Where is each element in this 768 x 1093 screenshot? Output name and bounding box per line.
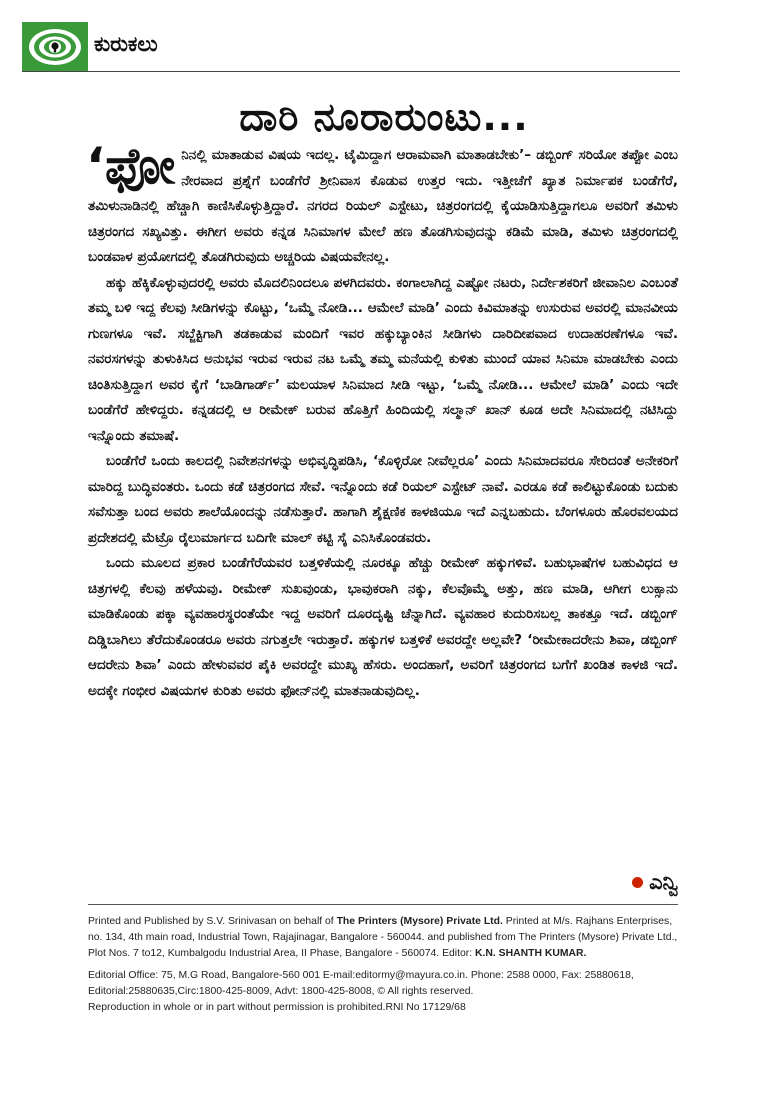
reproduction-notice: Reproduction in whole or in part without permission is prohibited.RNI No 17129/68: [88, 1001, 466, 1013]
lead-text: ನಿನಲ್ಲಿ ಮಾತಾಡುವ ವಿಷಯ ಇದಲ್ಲ. ಟೈಮಿದ್ದಾಗ ಆರಾಮವಾಗಿ ಮಾತಾಡಬೇಕು’– ಡಬ್ಬಿಂಗ್ ಸರಿಯೋ ತಪ್ಪೋ ಎಂಬ ನೇರವಾದ ಪ್ರಶ್ನೆಗೆ ಬಂಡೆಗೆರೆ ಶ್ರೀನಿವಾಸ ಕೊಡುವ ಉತ್ತರ ಇದು. ಇತ್ತೀಚೆಗೆ ಖ್ಯಾತ ನಿರ್ಮಾಪಕ ಬಂಡೆಗೆರೆ, ತಮಿಳುನಾಡಿನಲ್ಲಿ ಹೆಚ್ಚಾಗಿ ಕಾಣಿಸಿಕೊಳ್ಳುತ್ತಿದ್ದಾರೆ. ನಗರದ ರಿಯಲ್ ಎಸ್ಟೇಟು, ಚಿತ್ರರಂಗದಲ್ಲಿ ಕೈಯಾಡಿಸುತ್ತಿದ್ದಾಗಲೂ ಅವರಿಗೆ ತಮಿಳು ಚಿತ್ರರಂಗದ ಸಖ್ಯವಿತ್ತು. ಈಗೀಗ ಅವರು ಕನ್ನಡ ಸಿನಿಮಾಗಳ ಮೇಲೆ ಹಣ ತೊಡಗಿಸುವುದನ್ನು ಕಡಿಮೆ ಮಾಡಿ, ತಮಿಳು ಚಿತ್ರರಂಗದಲ್ಲಿ ಬಂಡವಾಳ ಪ್ರಯೋಗದಲ್ಲಿ ತೊಡಗಿರುವುದು ಅಚ್ಚರಿಯ ವಿಷಯವೇನಲ್ಲ.: [88, 147, 678, 265]
footer-divider: [88, 904, 678, 905]
paragraph: ಬಂಡೆಗೆರೆ ಒಂದು ಕಾಲದಲ್ಲಿ ನಿವೇಶನಗಳನ್ನು ಅಭಿವೃದ್ಧಿಪಡಿಸಿ, ‘ಕೊಳ್ಳಿರೋ ನೀವೆಲ್ಲರೂ’ ಎಂದು ಸಿನಿಮಾದವರೂ ಸೇರಿದಂತೆ ಅನೇಕರಿಗೆ ಮಾರಿದ್ದ ಬುದ್ಧಿವಂತರು. ಒಂದು ಕಡೆ ಚಿತ್ರರಂಗದ ಸೇವೆ. ಇನ್ನೊಂದು ಕಡೆ ರಿಯಲ್ ಎಸ್ಟೇಟ್ ನಾವೆ. ಎರಡೂ ಕಡೆ ಕಾಲಿಟ್ಟುಕೊಂಡು ಬದುಕು ಸವೆಸುತ್ತಾ ಬಂದ ಅವರು ಶಾಲೆಯೊಂದನ್ನು ನಡೆಸುತ್ತಾರೆ. ಹಾಗಾಗಿ ಶೈಕ್ಷಣಿಕ ಕಾಳಜಿಯೂ ಇದೆ ಎನ್ನಬಹುದು. ಬೆಂಗಳೂರು ಹೊರವಲಯದ ಪ್ರದೇಶದಲ್ಲಿ ಮೆಟ್ರೊ ರೈಲುಮಾರ್ಗದ ಬದಿಗೇ ಮಾಲ್ ಕಟ್ಟಿ ಸೈ ಎನಿಸಿಕೊಂಡವರು.: [88, 453, 678, 546]
magazine-header: [22, 22, 680, 72]
drop-cap: ‘ಫೋ: [86, 137, 176, 195]
paragraph: ಒಂದು ಮೂಲದ ಪ್ರಕಾರ ಬಂಡೆಗೆರೆಯವರ ಬತ್ತಳಿಕೆಯಲ್ಲಿ ನೂರಕ್ಕೂ ಹೆಚ್ಚು ರೀಮೇಕ್ ಹಕ್ಕುಗಳಿವೆ. ಬಹುಭಾಷೆಗಳ ಬಹುವಿಧದ ಆ ಚಿತ್ರಗಳಲ್ಲಿ ಕೆಲವು ಹಳೆಯವು. ರೀಮೇಕ್ ಸುಖವುಂಡು, ಭಾವುಕರಾಗಿ ನಕ್ಕು, ಕೆಲವೊಮ್ಮೆ ಅತ್ತು, ಹಣ ಮಾಡಿ, ಆಗೀಗ ಲುಕ್ಸಾನು ಮಾಡಿಕೊಂಡು ಪಕ್ಕಾ ವ್ಯವಹಾರಸ್ಥರಂತೆಯೇ ಇದ್ದ ಅವರಿಗೆ ದೂರದೃಷ್ಟಿ ಚೆನ್ನಾಗಿದೆ. ವ್ಯವಹಾರ ಕುದುರಿಸಬಲ್ಲ ತಾಕತ್ತೂ ಇದೆ. ಡಬ್ಬಿಂಗ್ ದಿಡ್ಡಿಬಾಗಿಲು ತೆರೆದುಕೊಂಡರೂ ಅವರು ನಗುತ್ತಲೇ ಇರುತ್ತಾರೆ. ಹಕ್ಕುಗಳ ಬತ್ತಳಿಕೆ ಅವರದ್ದೇ ಅಲ್ಲವೇ? ‘ರೀಮೇಕಾದರೇನು ಶಿವಾ, ಡಬ್ಬಿಂಗ್ ಆದರೇನು ಶಿವಾ’ ಎಂದು ಹೇಳುವವರ ಪೈಕಿ ಅವರದ್ದೇ ಮುಖ್ಯ ಹೆಸರು. ಅಂದಹಾಗೆ, ಅವರಿಗೆ ಚಿತ್ರರಂಗದ ಬಗೆಗೆ ಖಂಡಿತ ಕಾಳಜಿ ಇದೆ. ಅದಕ್ಕೇ ಗಂಭೀರ ವಿಷಯಗಳ ಕುರಿತು ಅವರು ಫೋನ್‌ನಲ್ಲಿ ಮಾತನಾಡುವುದಿಲ್ಲ.: [88, 555, 678, 699]
imprint-text: Printed and Published by S.V. Srinivasan on behalf of: [88, 916, 337, 927]
lead-paragraph: [86, 137, 678, 271]
bullet-dot-icon: [632, 877, 643, 888]
editor-name: K.N. SHANTH KUMAR.: [475, 947, 587, 959]
author-name: ಎನ್ವಿ: [649, 870, 678, 894]
imprint-text: Printed at M/s. Rajhans Enterprises, no. 134, 4th main road, Industrial Town, Rajajinagar, Bangalore - 560044. and published from The Printers (Mysore) Private Ltd., Plot Nos. 7 to12, Kumbalgodu Industrial Area, II Phase, Bangalore - 560074. Editor:: [88, 916, 678, 959]
header-divider: [22, 71, 680, 72]
article-body: [86, 137, 678, 704]
article-title: ದಾರಿ ನೂರಾರುಂಟು...: [239, 95, 529, 139]
paragraph: ಹಕ್ಕು ಹೆಕ್ಕಿಕೊಳ್ಳುವುದರಲ್ಲಿ ಅವರು ಮೊದಲಿನಿಂದಲೂ ಪಳಗಿದವರು. ಕಂಗಾಲಾಗಿದ್ದ ಎಷ್ಟೋ ನಟರು, ನಿರ್ದೇಶಕರಿಗೆ ಜೀವಾನಿಲ ಎಂಬಂತೆ ತಮ್ಮ ಬಳಿ ಇದ್ದ ಕೆಲವು ಸೀಡಿಗಳನ್ನು ಕೊಟ್ಟು, ‘ಒಮ್ಮೆ ನೋಡಿ... ಆಮೇಲೆ ಮಾಡಿ’ ಎಂದು ಕಿವಿಮಾತನ್ನು ಉಸುರುವ ಅವರಲ್ಲಿ ಮಾನವೀಯ ಗುಣಗಳೂ ಇವೆ. ಸಬ್ಜೆಕ್ಟಿಗಾಗಿ ತಡಕಾಡುವ ಮಂದಿಗೆ ಇವರ ಹಕ್ಕುಬ್ಯಾಂಕಿನ ಸೀಡಿಗಳು ದಾರಿದೀಪವಾದ ಉದಾಹರಣೆಗಳೂ ಇವೆ. ನವರಸಗಳನ್ನು ತುಳುಕಿಸಿದ ಅನುಭವ ಇರುವ ಇರುವ ನಟ ಒಮ್ಮೆ ತಮ್ಮ ಮನೆಯಲ್ಲಿ ಕುಳಿತು ಮುಂದೆ ಯಾವ ಸಿನಿಮಾ ಮಾಡಬೇಕು ಎಂದು ಚಿಂತಿಸುತ್ತಿದ್ದಾಗ ಅವರ ಕೈಗೆ ‘ಬಾಡಿಗಾರ್ಡ್’ ಮಲಯಾಳ ಸಿನಿಮಾದ ಸೀಡಿ ಇಟ್ಟು, ‘ಒಮ್ಮೆ ನೋಡಿ... ಆಮೇಲೆ ಮಾಡಿ’ ಎಂದು ಇದೇ ಬಂಡೆಗೆರೆ ಹೇಳಿದ್ದರು. ಕನ್ನಡದಲ್ಲಿ ಆ ರೀಮೇಕ್ ಬರುವ ಹೊತ್ತಿಗೆ ಹಿಂದಿಯಲ್ಲಿ ಸಲ್ಮಾನ್ ಖಾನ್ ಕೂಡ ಅದೇ ಸಿನಿಮಾದಲ್ಲಿ ನಟಿಸಿದ್ದು ಇನ್ನೊಂದು ತಮಾಷೆ.: [88, 274, 678, 444]
printer-company: The Printers (Mysore) Private Ltd.: [336, 916, 503, 927]
imprint-office: [88, 968, 678, 1015]
author-signature: [632, 870, 678, 895]
magazine-logo: [22, 22, 88, 72]
imprint-printed-by: [88, 914, 678, 961]
eye-logo-icon: [27, 27, 83, 67]
office-text: Editorial Office: 75, M.G Road, Bangalore-560 001 E-mail:editormy@mayura.co.in. Phone: 2588 0000, Fax: 25880618, Editorial:25880635,Circ:1800-425-8009, Advt: 1800-425-8008, © All rights reserved.: [88, 970, 634, 998]
imprint-footer: [88, 914, 678, 1023]
section-label: ಕುರುಕಲು: [94, 32, 158, 56]
